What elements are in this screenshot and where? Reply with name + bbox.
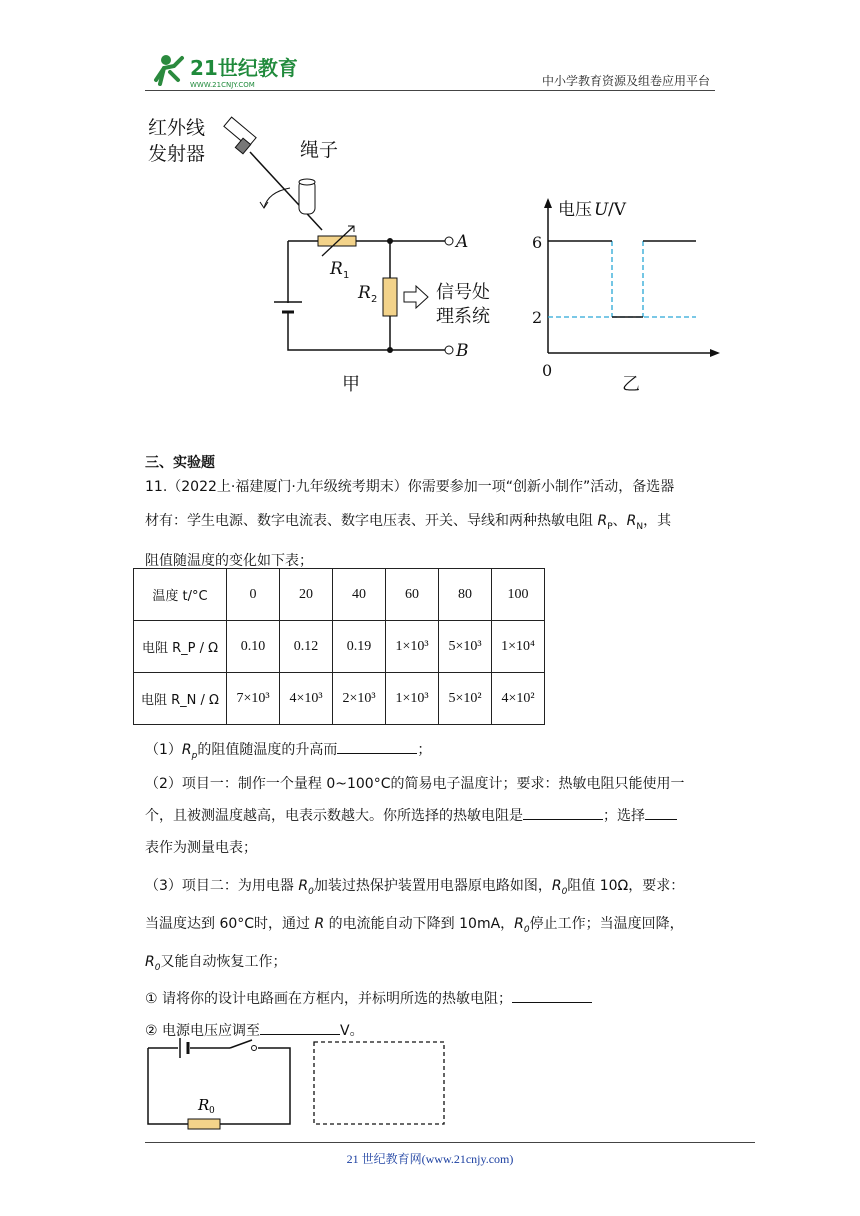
drawing-box[interactable] xyxy=(314,1042,444,1124)
r2-subscript: 2 xyxy=(371,294,378,305)
sub-question-2: （2）项目一：制作一个量程 0~100°C的简易电子温度计；要求：热敏电阻只能使用一 个，且被测温度越高，电表示数越大。你所选择的热敏电阻是 ；选择 表作为测量电表； xyxy=(145,776,685,856)
footer-text: 21 世纪教育网(www.21cnjy.com) xyxy=(346,1152,514,1166)
figure-jia xyxy=(148,117,490,395)
header-platform-text: 中小学教育资源及组卷应用平台 xyxy=(541,74,710,88)
runner-icon xyxy=(156,55,182,84)
terminal-a-label: A xyxy=(456,232,469,252)
row-header-rp: 电阻 R_P / Ω xyxy=(134,621,227,673)
row-header-rn: 电阻 R_N / Ω xyxy=(134,673,227,725)
arrow-right-icon xyxy=(404,286,428,308)
r0-label: R xyxy=(198,1096,210,1114)
tick-low: 2 xyxy=(532,308,543,327)
tick-high: 6 xyxy=(532,233,543,252)
terminal-b xyxy=(445,346,453,354)
resistor-r2-icon xyxy=(383,278,397,316)
figure-yi xyxy=(532,198,720,395)
r0-subscript: 0 xyxy=(209,1106,215,1116)
y-axis-label: 电压 xyxy=(558,200,592,220)
variable-resistor-r1-icon xyxy=(318,226,356,256)
x-axis-arrow-icon xyxy=(710,349,720,357)
emitter-label-line2: 发射器 xyxy=(148,143,206,165)
table-row: 温度 t/°C 0 20 40 60 80 100 xyxy=(134,569,545,621)
answer-blank[interactable] xyxy=(645,803,677,820)
signal-label-line2: 理系统 xyxy=(436,306,490,327)
question-line-3: 阻值随温度的变化如下表； xyxy=(145,552,313,569)
r1-subscript: 1 xyxy=(343,270,350,281)
y-axis-unit: /V xyxy=(608,200,627,220)
figure-yi-caption: 乙 xyxy=(622,374,640,395)
r1-label: R xyxy=(330,259,343,279)
voltage-waveform xyxy=(548,241,696,317)
signal-label-line1: 信号处 xyxy=(436,282,490,303)
emitter-label-line1: 红外线 xyxy=(148,117,206,139)
rope-icon xyxy=(260,179,315,214)
y-axis-arrow-icon xyxy=(544,198,552,208)
rope-label: 绳子 xyxy=(300,139,339,161)
resistor-r0-icon xyxy=(188,1119,220,1129)
table-row: 电阻 R_N / Ω 7×10³ 4×10³ 2×10³ 1×10³ 5×10² 4×10² xyxy=(134,673,545,725)
resistance-table xyxy=(133,568,545,725)
battery-icon xyxy=(274,302,302,312)
r2-label: R xyxy=(358,283,371,303)
section-title: 三、实验题 xyxy=(145,455,215,471)
question-stem xyxy=(145,470,715,578)
logo-url: WWW.21CNJY.COM xyxy=(190,81,255,89)
answer-blank[interactable] xyxy=(337,737,417,754)
y-axis-variable: U xyxy=(594,200,609,220)
circuit-figures xyxy=(140,108,740,408)
table-row: 电阻 R_P / Ω 0.10 0.12 0.19 1×10³ 5×10³ 1×10⁴ xyxy=(134,621,545,673)
sub-question-3: （3）项目二：为用电器 $R_0$加装过热保护装置用电器原电路如图，$R_0$阻值 10Ω，要求： 当温度达到 60°C时，通过 R 的电流能自动下降到 10mA，$R_0$停止工作；当温度回降， $R_0$又能自动恢复工作； ① 请将你的设计电路画在方框内，并标明所选的热敏电阻； ② 电源电压应调至 V。 xyxy=(145,878,685,1040)
terminal-a xyxy=(445,237,453,245)
site-logo xyxy=(148,50,308,90)
terminal-b-label: B xyxy=(456,341,469,361)
figure-jia-caption: 甲 xyxy=(342,374,360,395)
sub-question-1: $(1)R_p$的阻值随温度的升高而 ； xyxy=(145,734,431,772)
answer-blank[interactable] xyxy=(512,986,592,1003)
row-header-temp: 温度 t/°C xyxy=(134,569,227,621)
header-divider xyxy=(145,90,715,91)
answer-blank[interactable] xyxy=(523,803,603,820)
original-circuit xyxy=(140,1032,460,1132)
question-line-1: 11.（2022上·福建厦门·九年级统考期末）你需要参加一项“创新小制作”活动，备选器 xyxy=(145,479,675,495)
question-line-2: 材有：学生电源、数字电流表、数字电压表、开关、导线和两种热敏电阻 $R_P$、$R_N$，其 xyxy=(145,513,672,532)
switch-icon xyxy=(230,1040,257,1051)
origin-label: 0 xyxy=(542,361,553,380)
footer-divider xyxy=(145,1142,755,1143)
logo-text: 21世纪教育 xyxy=(190,56,298,80)
battery-icon xyxy=(180,1038,188,1058)
